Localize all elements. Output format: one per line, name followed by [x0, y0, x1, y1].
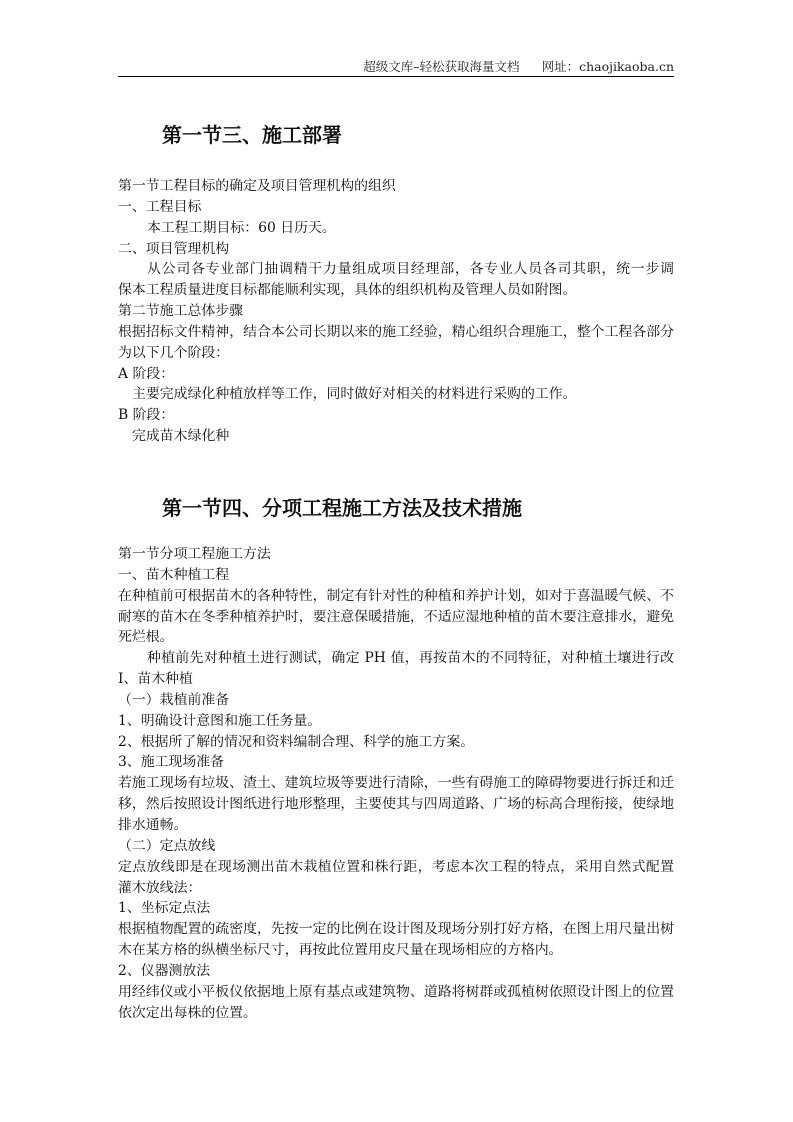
paragraph-line: 为以下几个阶段： — [118, 344, 230, 361]
paragraph-line: 种植前先对种植土进行测试，确定 PH 值，再按苗木的不同特征，对种植土壤进行改 — [147, 650, 674, 667]
list-item: 1、坐标定点法 — [118, 900, 211, 917]
item-heading: A 阶段： — [118, 365, 175, 382]
list-item: 2、根据所了解的情况和资料编制合理、科学的施工方案。 — [118, 733, 475, 750]
paragraph-line: 从公司各专业部门抽调精干力量组成项目经理部，各专业人员各司其职，统一步调 — [147, 261, 674, 278]
paragraph-line: 死烂根。 — [118, 629, 174, 646]
item-heading: 一、工程目标 — [118, 198, 202, 215]
paragraph-line: 若施工现场有垃圾、渣土、建筑垃圾等要进行清除，一些有碍施工的障碍物要进行拆迁和迁 — [118, 775, 674, 792]
subsection-heading: 第一节工程目标的确定及项目管理机构的组织 — [118, 178, 396, 194]
item-heading: 一、苗木种植工程 — [118, 566, 230, 583]
page-header — [118, 57, 674, 75]
list-item: 3、施工现场准备 — [118, 754, 225, 771]
paragraph-line: 保本工程质量进度目标都能顺利实现，具体的组织机构及管理人员如附图。 — [118, 282, 577, 299]
header-url: 网址：chaojikaoba.cn — [541, 59, 674, 74]
paragraph-line: 本工程工期目标：60 日历天。 — [147, 219, 336, 236]
section-body — [118, 176, 674, 447]
header-rule — [118, 76, 674, 77]
paragraph-line: 耐寒的苗木在冬季种植养护时，要注意保暖措施，不适应湿地种植的苗木要注意排水，避免 — [118, 608, 674, 625]
subsection-heading: 第一节分项工程施工方法 — [118, 546, 271, 562]
subsection-heading: 第二节施工总体步骤 — [118, 303, 244, 320]
paragraph-line: 在种植前可根据苗木的各种特性，制定有针对性的种植和养护计划，如对于喜温暖气候、不 — [118, 587, 674, 604]
paragraph-line: 木在某方格的纵横坐标尺寸，再按此位置用皮尺量在现场相应的方格内。 — [118, 942, 563, 959]
paragraph-line: 排水通畅。 — [118, 816, 188, 833]
section-heading: 第一节四、分项工程施工方法及技术措施 — [162, 496, 522, 520]
paragraph-line: 灌木放线法： — [118, 879, 202, 896]
section-body — [118, 544, 674, 1023]
item-heading: （二）定点放线 — [118, 837, 216, 854]
paragraph-line: 依次定出每株的位置。 — [118, 1004, 257, 1021]
list-item: 2、仪器测放法 — [118, 962, 211, 979]
paragraph-line: 主要完成绿化种植放样等工作，同时做好对相关的材料进行采购的工作。 — [132, 386, 577, 403]
list-item: 1、明确设计意图和施工任务量。 — [118, 712, 322, 729]
header-site-name: 超级文库–轻松获取海量文档 — [363, 59, 520, 74]
paragraph-line: 定点放线即是在现场测出苗木栽植位置和株行距，考虑本次工程的特点，采用自然式配置 — [118, 858, 674, 875]
item-heading: B 阶段： — [118, 407, 175, 424]
paragraph-line: 移，然后按照设计图纸进行地形整理，主要使其与四周道路、广场的标高合理衔接，使绿地 — [118, 796, 674, 813]
item-heading: 二、项目管理机构 — [118, 240, 230, 257]
paragraph-line: 根据植物配置的疏密度，先按一定的比例在设计图及现场分别打好方格，在图上用尺量出树 — [118, 921, 674, 938]
item-heading: Ⅰ、苗木种植 — [118, 671, 193, 688]
section-heading: 第一节三、施工部署 — [162, 123, 342, 147]
paragraph-line: 完成苗木绿化种 — [132, 428, 230, 445]
paragraph-line: 根据招标文件精神，结合本公司长期以来的施工经验，精心组织合理施工，整个工程各部分 — [118, 323, 674, 340]
paragraph-line: 用经纬仪或小平板仪依据地上原有基点或建筑物、道路将树群或孤植树依照设计图上的位置 — [118, 983, 674, 1000]
item-heading: （一）栽植前准备 — [118, 691, 230, 708]
